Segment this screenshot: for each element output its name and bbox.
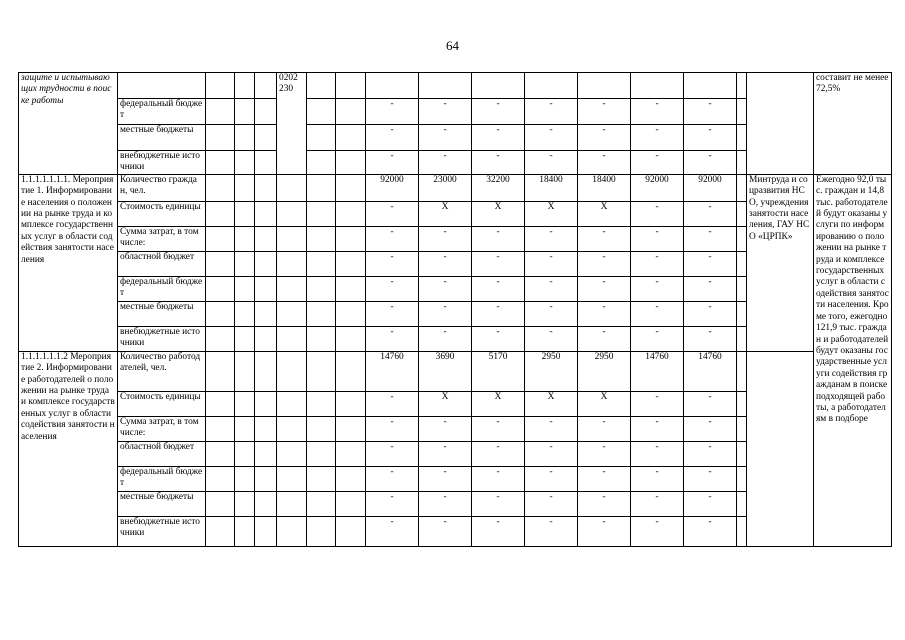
empty-cell: [307, 73, 336, 99]
empty-cell: [255, 226, 277, 251]
spacer-cell: [737, 466, 747, 491]
empty-cell: [277, 251, 307, 276]
value-cell: -: [631, 251, 684, 276]
value-cell: -: [472, 466, 525, 491]
value-cell: -: [419, 491, 472, 516]
empty-cell: [235, 99, 255, 125]
empty-cell: [336, 276, 366, 301]
indicator-label: Стоимость единицы: [118, 391, 206, 416]
spacer-cell: [737, 73, 747, 99]
value-cell: -: [525, 491, 578, 516]
value-cell: -: [684, 276, 737, 301]
value-cell: 5170: [472, 351, 525, 391]
value-cell: -: [525, 466, 578, 491]
empty-cell: [277, 516, 307, 546]
value-cell: X: [472, 391, 525, 416]
measure-name: защите и испытывающих трудности в поиске работы: [19, 73, 118, 175]
value-cell: -: [684, 391, 737, 416]
empty-cell: [206, 441, 235, 466]
budget-code: 0202 230: [277, 73, 307, 175]
value-cell: X: [525, 391, 578, 416]
empty-cell: [206, 226, 235, 251]
empty-cell: [277, 416, 307, 441]
empty-cell: [235, 201, 255, 226]
spacer-cell: [737, 301, 747, 326]
value-cell: -: [419, 301, 472, 326]
empty-cell: [307, 226, 336, 251]
empty-cell: [255, 351, 277, 391]
value-cell: -: [419, 151, 472, 175]
value-cell: -: [578, 326, 631, 351]
value-cell: -: [684, 516, 737, 546]
empty-cell: [255, 326, 277, 351]
empty-cell: [336, 99, 366, 125]
empty-cell: [206, 251, 235, 276]
value-cell: -: [419, 99, 472, 125]
empty-cell: [336, 226, 366, 251]
value-cell: -: [578, 516, 631, 546]
value-cell: -: [472, 276, 525, 301]
empty-cell: [336, 466, 366, 491]
value-cell: -: [366, 276, 419, 301]
value-cell: 18400: [578, 174, 631, 201]
empty-cell: [307, 251, 336, 276]
empty-cell: [336, 441, 366, 466]
empty-cell: [235, 491, 255, 516]
responsible-executor-empty: [747, 351, 814, 546]
value-cell: -: [631, 151, 684, 175]
empty-cell: [336, 73, 366, 99]
value-cell: 92000: [631, 174, 684, 201]
empty-cell: [235, 301, 255, 326]
empty-cell: [206, 491, 235, 516]
value-cell: -: [525, 125, 578, 151]
value-cell: -: [366, 99, 419, 125]
value-cell: -: [419, 251, 472, 276]
value-cell: -: [578, 276, 631, 301]
responsible-executor-empty: [747, 73, 814, 175]
empty-cell: [206, 416, 235, 441]
value-cell: X: [419, 201, 472, 226]
value-cell: -: [684, 251, 737, 276]
indicator-label: Количество работодателей, чел.: [118, 351, 206, 391]
indicator-label: местные бюджеты: [118, 301, 206, 326]
empty-cell: [277, 301, 307, 326]
value-cell: 14760: [684, 351, 737, 391]
empty-cell: [235, 516, 255, 546]
value-cell: -: [366, 391, 419, 416]
indicator-label: внебюджетные источники: [118, 151, 206, 175]
empty-cell: [235, 73, 255, 99]
value-cell: -: [684, 491, 737, 516]
spacer-cell: [737, 201, 747, 226]
value-cell: 14760: [366, 351, 419, 391]
empty-cell: [235, 351, 255, 391]
empty-cell: [255, 251, 277, 276]
empty-cell: [235, 251, 255, 276]
empty-cell: [307, 416, 336, 441]
value-cell: -: [684, 441, 737, 466]
program-table: [18, 72, 892, 547]
spacer-cell: [737, 351, 747, 391]
empty-cell: [235, 391, 255, 416]
indicator-label: внебюджетные источники: [118, 326, 206, 351]
empty-cell: [206, 351, 235, 391]
empty-cell: [307, 99, 336, 125]
empty-cell: [206, 301, 235, 326]
empty-cell: [206, 151, 235, 175]
value-cell: -: [525, 516, 578, 546]
value-cell: -: [578, 416, 631, 441]
empty-cell: [206, 516, 235, 546]
empty-cell: [277, 466, 307, 491]
value-cell: 18400: [525, 174, 578, 201]
value-cell: -: [472, 151, 525, 175]
value-cell: -: [419, 516, 472, 546]
value-cell: -: [472, 416, 525, 441]
value-cell: -: [578, 99, 631, 125]
value-cell: [525, 73, 578, 99]
empty-cell: [336, 125, 366, 151]
empty-cell: [336, 391, 366, 416]
indicator-label: областной бюджет: [118, 251, 206, 276]
value-cell: -: [419, 416, 472, 441]
empty-cell: [277, 276, 307, 301]
empty-cell: [235, 416, 255, 441]
value-cell: -: [366, 226, 419, 251]
empty-cell: [307, 441, 336, 466]
value-cell: -: [631, 326, 684, 351]
value-cell: -: [525, 276, 578, 301]
value-cell: -: [472, 251, 525, 276]
value-cell: -: [631, 391, 684, 416]
value-cell: -: [472, 226, 525, 251]
empty-cell: [336, 301, 366, 326]
value-cell: -: [631, 441, 684, 466]
empty-cell: [307, 466, 336, 491]
empty-cell: [255, 466, 277, 491]
value-cell: -: [631, 276, 684, 301]
spacer-cell: [737, 151, 747, 175]
empty-cell: [235, 466, 255, 491]
value-cell: [366, 73, 419, 99]
indicator-label: Стоимость единицы: [118, 201, 206, 226]
value-cell: -: [578, 491, 631, 516]
empty-cell: [307, 351, 336, 391]
spacer-cell: [737, 226, 747, 251]
spacer-cell: [737, 99, 747, 125]
spacer-cell: [737, 416, 747, 441]
empty-cell: [255, 151, 277, 175]
value-cell: -: [631, 416, 684, 441]
empty-cell: [277, 326, 307, 351]
value-cell: 3690: [419, 351, 472, 391]
empty-cell: [206, 73, 235, 99]
table-row: [19, 174, 892, 201]
value-cell: -: [366, 516, 419, 546]
indicator-label: федеральный бюджет: [118, 99, 206, 125]
value-cell: -: [366, 301, 419, 326]
empty-cell: [336, 201, 366, 226]
empty-cell: [255, 441, 277, 466]
value-cell: [684, 73, 737, 99]
empty-cell: [255, 516, 277, 546]
empty-cell: [336, 516, 366, 546]
value-cell: -: [578, 301, 631, 326]
value-cell: -: [684, 151, 737, 175]
value-cell: [631, 73, 684, 99]
empty-cell: [307, 491, 336, 516]
table-row: [19, 73, 892, 99]
value-cell: X: [472, 201, 525, 226]
value-cell: -: [525, 151, 578, 175]
value-cell: -: [578, 151, 631, 175]
value-cell: 92000: [366, 174, 419, 201]
indicator-label: Сумма затрат, в том числе:: [118, 226, 206, 251]
value-cell: -: [631, 301, 684, 326]
empty-cell: [336, 416, 366, 441]
value-cell: -: [525, 441, 578, 466]
value-cell: -: [472, 491, 525, 516]
expected-result: Ежегодно 92,0 тыс. граждан и 14,8 тыс. работодателей будут оказаны услуги по информированию о положении на рынке труда и комплексе государственных услуг в области содействия занятости населения. Кроме того, ежегодно 121,9 тыс. граждан и работодателей будут оказаны государственные услуги содействия гражданам в поиске подходящей работы, а работодателям в подборе: [814, 174, 892, 546]
table-body: [19, 73, 892, 547]
value-cell: X: [525, 201, 578, 226]
empty-cell: [206, 201, 235, 226]
empty-cell: [235, 151, 255, 175]
value-cell: -: [525, 416, 578, 441]
spacer-cell: [737, 491, 747, 516]
value-cell: -: [684, 416, 737, 441]
value-cell: -: [631, 99, 684, 125]
empty-cell: [277, 391, 307, 416]
value-cell: -: [419, 441, 472, 466]
value-cell: -: [631, 226, 684, 251]
value-cell: -: [419, 276, 472, 301]
value-cell: -: [472, 125, 525, 151]
value-cell: -: [472, 301, 525, 326]
value-cell: -: [366, 416, 419, 441]
value-cell: -: [525, 226, 578, 251]
spacer-cell: [737, 516, 747, 546]
empty-cell: [277, 201, 307, 226]
indicator-label: Количество граждан, чел.: [118, 174, 206, 201]
empty-cell: [235, 326, 255, 351]
value-cell: -: [472, 441, 525, 466]
value-cell: -: [525, 301, 578, 326]
empty-cell: [206, 326, 235, 351]
indicator-label: федеральный бюджет: [118, 276, 206, 301]
empty-cell: [277, 226, 307, 251]
empty-cell: [255, 416, 277, 441]
empty-cell: [255, 201, 277, 226]
empty-cell: [206, 125, 235, 151]
indicator-label: [118, 73, 206, 99]
empty-cell: [277, 491, 307, 516]
value-cell: -: [631, 201, 684, 226]
value-cell: -: [366, 466, 419, 491]
value-cell: -: [419, 226, 472, 251]
empty-cell: [255, 276, 277, 301]
empty-cell: [206, 391, 235, 416]
value-cell: -: [684, 201, 737, 226]
empty-cell: [235, 174, 255, 201]
empty-cell: [235, 125, 255, 151]
indicator-label: местные бюджеты: [118, 125, 206, 151]
value-cell: -: [578, 226, 631, 251]
value-cell: -: [684, 125, 737, 151]
value-cell: -: [684, 226, 737, 251]
value-cell: -: [366, 201, 419, 226]
page-number: 64: [446, 38, 459, 53]
table-row: [19, 351, 892, 391]
value-cell: 2950: [525, 351, 578, 391]
empty-cell: [336, 326, 366, 351]
value-cell: 23000: [419, 174, 472, 201]
empty-cell: [336, 174, 366, 201]
value-cell: 32200: [472, 174, 525, 201]
empty-cell: [307, 201, 336, 226]
spacer-cell: [737, 276, 747, 301]
empty-cell: [255, 73, 277, 99]
value-cell: -: [578, 125, 631, 151]
empty-cell: [206, 174, 235, 201]
value-cell: -: [366, 491, 419, 516]
value-cell: [578, 73, 631, 99]
value-cell: -: [419, 125, 472, 151]
value-cell: 92000: [684, 174, 737, 201]
value-cell: -: [366, 441, 419, 466]
indicator-label: местные бюджеты: [118, 491, 206, 516]
empty-cell: [255, 125, 277, 151]
value-cell: -: [366, 251, 419, 276]
indicator-label: областной бюджет: [118, 441, 206, 466]
measure-name: 1.1.1.1.1.1.1. Мероприятие 1. Информирование населения о положении на рынке труда и комплексе государственных услуг в области содействия занятости населения: [19, 174, 118, 351]
empty-cell: [277, 351, 307, 391]
empty-cell: [277, 441, 307, 466]
value-cell: -: [419, 466, 472, 491]
value-cell: -: [366, 125, 419, 151]
value-cell: X: [578, 391, 631, 416]
value-cell: -: [472, 326, 525, 351]
value-cell: -: [525, 326, 578, 351]
value-cell: [472, 73, 525, 99]
value-cell: -: [578, 466, 631, 491]
value-cell: -: [684, 326, 737, 351]
empty-cell: [255, 99, 277, 125]
spacer-cell: [737, 326, 747, 351]
empty-cell: [206, 99, 235, 125]
empty-cell: [307, 326, 336, 351]
empty-cell: [277, 174, 307, 201]
value-cell: -: [525, 99, 578, 125]
value-cell: -: [684, 466, 737, 491]
value-cell: -: [472, 516, 525, 546]
spacer-cell: [737, 174, 747, 201]
spacer-cell: [737, 125, 747, 151]
empty-cell: [307, 276, 336, 301]
value-cell: -: [631, 516, 684, 546]
value-cell: X: [419, 391, 472, 416]
empty-cell: [255, 491, 277, 516]
value-cell: -: [578, 441, 631, 466]
value-cell: -: [472, 99, 525, 125]
value-cell: -: [631, 466, 684, 491]
empty-cell: [235, 441, 255, 466]
empty-cell: [336, 351, 366, 391]
empty-cell: [336, 491, 366, 516]
value-cell: 14760: [631, 351, 684, 391]
value-cell: -: [684, 301, 737, 326]
empty-cell: [336, 151, 366, 175]
empty-cell: [307, 151, 336, 175]
spacer-cell: [737, 441, 747, 466]
empty-cell: [307, 516, 336, 546]
empty-cell: [307, 391, 336, 416]
spacer-cell: [737, 391, 747, 416]
empty-cell: [255, 301, 277, 326]
indicator-label: федеральный бюджет: [118, 466, 206, 491]
value-cell: -: [366, 326, 419, 351]
indicator-label: Сумма затрат, в том числе:: [118, 416, 206, 441]
empty-cell: [255, 391, 277, 416]
value-cell: -: [631, 125, 684, 151]
empty-cell: [235, 226, 255, 251]
value-cell: [419, 73, 472, 99]
value-cell: -: [631, 491, 684, 516]
empty-cell: [206, 466, 235, 491]
responsible-executor: Минтруда и соцразвития НСО, учреждения занятости населения, ГАУ НСО «ЦРПК»: [747, 174, 814, 351]
value-cell: -: [684, 99, 737, 125]
empty-cell: [206, 276, 235, 301]
value-cell: X: [578, 201, 631, 226]
measure-name: 1.1.1.1.1.1.2 Мероприятие 2. Информирование работодателей о положении на рынке труда и комплексе государственных услуг в области содействия занятости населения: [19, 351, 118, 546]
value-cell: -: [366, 151, 419, 175]
expected-result-cont: составит не менее 72,5%: [814, 73, 892, 175]
value-cell: -: [419, 326, 472, 351]
empty-cell: [336, 251, 366, 276]
empty-cell: [307, 301, 336, 326]
empty-cell: [235, 276, 255, 301]
empty-cell: [307, 125, 336, 151]
value-cell: -: [525, 251, 578, 276]
empty-cell: [255, 174, 277, 201]
indicator-label: внебюджетные источники: [118, 516, 206, 546]
empty-cell: [307, 174, 336, 201]
spacer-cell: [737, 251, 747, 276]
value-cell: -: [578, 251, 631, 276]
value-cell: 2950: [578, 351, 631, 391]
